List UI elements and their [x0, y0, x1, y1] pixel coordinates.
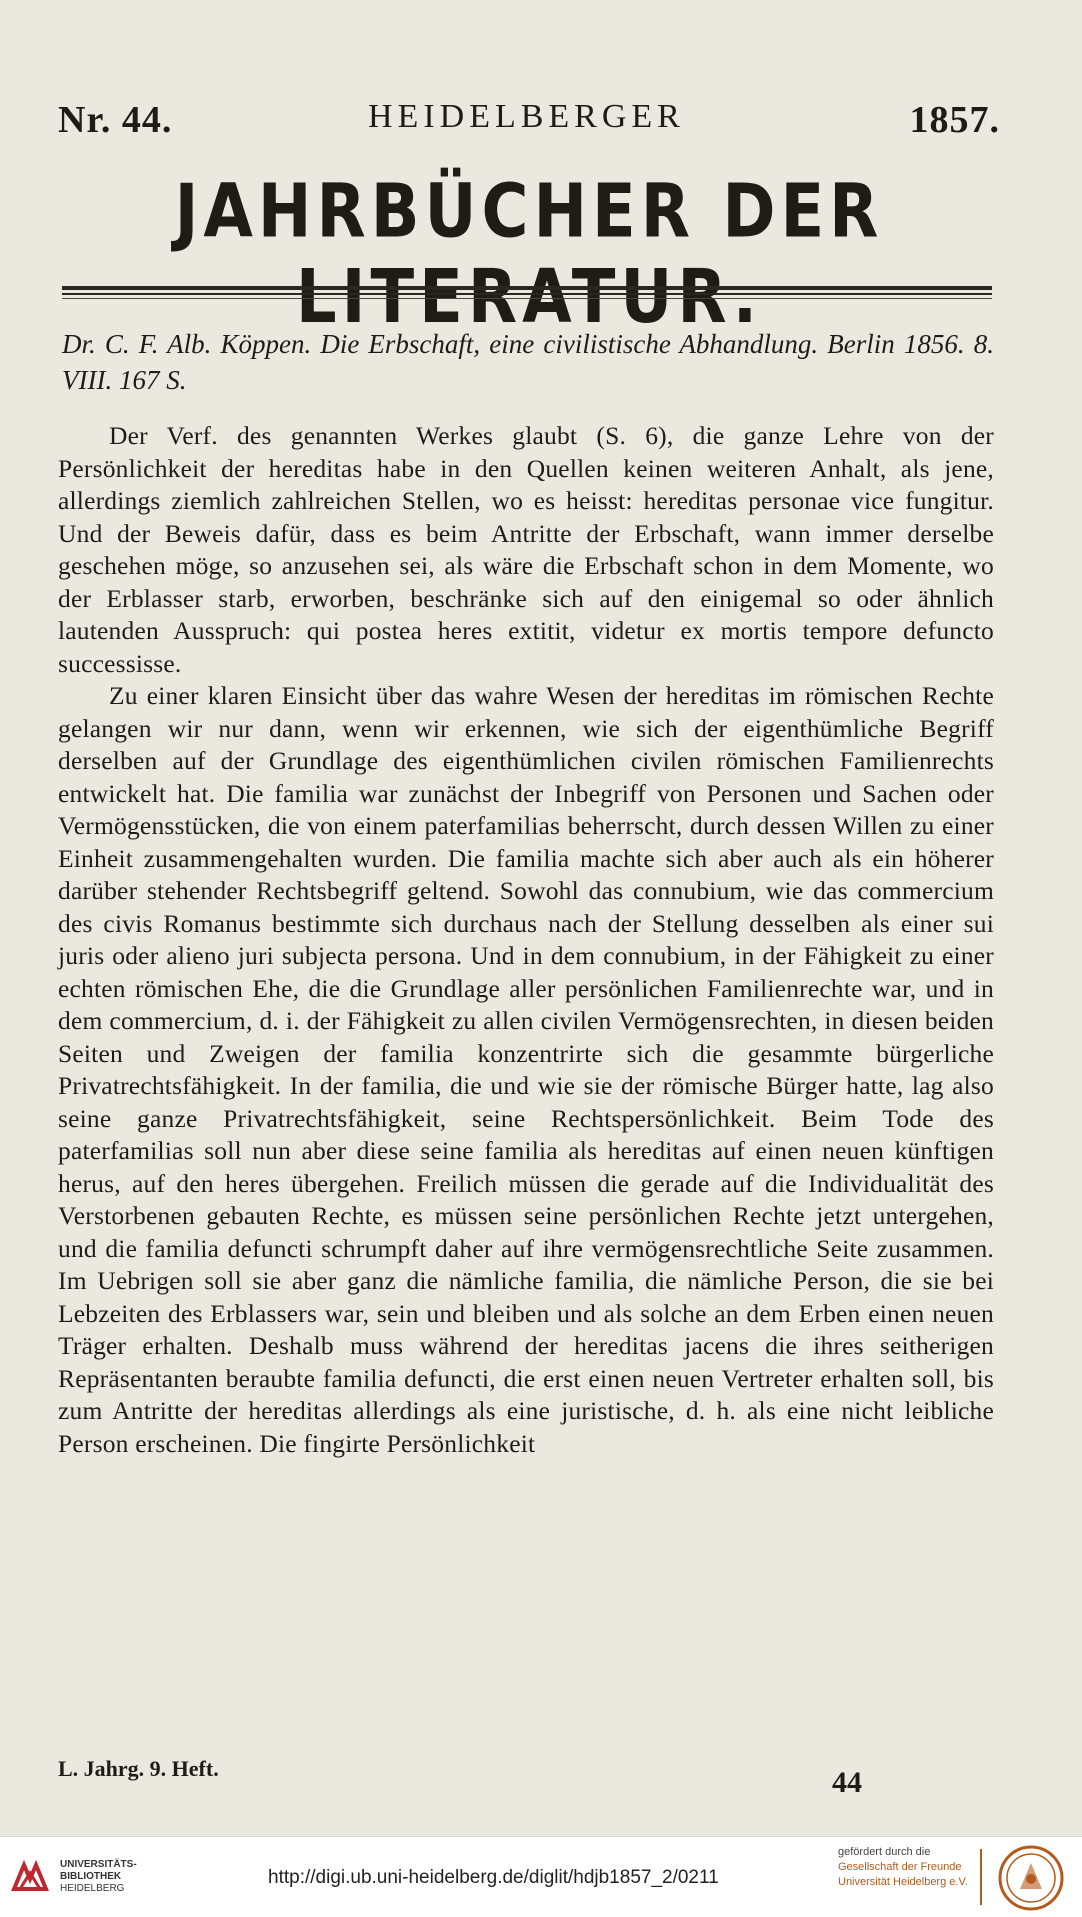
header-rule [62, 293, 992, 295]
library-name [60, 1859, 137, 1895]
paragraph: Zu einer klaren Einsicht über das wahre Wesen der hereditas im römischen Rechte gelangen wir nur dann, wenn wir erkennen, wie sich der eigenthümliche Begriff derselben auf der Grundlage des eigenthümlichen civilen römischen Familienrechts entwickelt hat. Die familia war zunächst der Inbegriff von Personen und Sachen oder Vermögensstücken, die von einem paterfamilias beherrscht, durch dessen Willen zu einer Einheit zusammengehalten wurden. Die familia machte sich aber auch als ein höherer darüber stehender Rechtsbegriff geltend. Sowohl das connubium, wie das commercium des civis Romanus bestimmte sich durchaus nach der Stellung desselben als einer sui juris oder alieno juri subjecta persona. Und in dem connubium, in der Fähigkeit zu einer echten römischen Ehe, die die Grundlage aller persönlichen Familienrechte war, und in dem commercium, d. i. der Fähigkeit zu allen civilen Vermögensrechten, in diesen beiden Seiten und Zweigen der familia konzentrirte sich die gesammte bürgerliche Privatrechtsfähigkeit. In der familia, die und wie sie der römische Bürger hatte, lag also seine ganze Privatrechtsfähigkeit, seine Rechtspersönlichkeit. Beim Tode des paterfamilias soll nun aber diese seine familia als hereditas auf einen neuen künftigen herus, auf den heres übergehen. Freilich müssen die gerade auf die Individualität des Verstorbenen gebauten Rechte, es müssen seine persönlichen Rechte jetzt untergehen, und die familia defuncti schrumpft daher auf ihre vermögensrechtliche Seite zusammen. Im Uebrigen soll sie aber ganz die nämliche familia, die nämliche Person, die sie bei Lebzeiten des Erblassers war, sein und bleiben und als solche an dem Erben einen neuen Träger erhalten. Deshalb muss während der hereditas jacens die ihres seitherigen Repräsentanten beraubte familia defuncti, die erst einen neuen Vertreter erhalten soll, bis zum Antritte der hereditas allerdings als eine juristische, d. h. als eine nicht leibliche Person erscheinen. Die fingirte Persönlichkeit [58, 681, 994, 1458]
footer-divider [980, 1849, 982, 1905]
library-name-line: HEIDELBERG [60, 1883, 125, 1894]
paragraph: Der Verf. des genannten Werkes glaubt (S. 6), die ganze Lehre von der Persönlichkeit der hereditas habe in den Quellen keinen weiteren Anhalt, als jene, allerdings ziemlich zahlreichen Stellen, wo es heisst: hereditas personae vice fungitur. Und der Beweis dafür, dass es beim Antritte der Erbschaft, wann immer derselbe geschehen möge, so anzusehen sei, als wäre die Erbschaft schon in dem Momente, wo der Erblasser starb, erworben, beschränke sich auf den einigemal so oder ähnlich lautenden Ausspruch: qui postea heres extitit, videtur ex mortis tempore defuncto successisse. [58, 421, 994, 678]
university-library-logo-icon[interactable] [10, 1859, 50, 1899]
issue-number: Nr. 44. [58, 99, 173, 141]
header-rule [62, 286, 992, 290]
header-rule [62, 298, 992, 299]
article-body [58, 420, 994, 1460]
university-seal-icon[interactable] [998, 1845, 1064, 1911]
masthead-title: JAHRBÜCHER DER [174, 170, 884, 256]
journal-name-top: HEIDELBERGER [368, 98, 685, 135]
digitization-footer [0, 1836, 1082, 1917]
library-name-line: UNIVERSITÄTS- [60, 1859, 137, 1870]
permalink-url[interactable]: http://digi.ub.uni-heidelberg.de/diglit/hdjb1857_2/0211 [268, 1867, 719, 1888]
library-name-line: BIBLIOTHEK [60, 1871, 122, 1882]
funder-name: Universität Heidelberg e.V. [838, 1876, 968, 1888]
funded-by-label: gefördert durch die [838, 1846, 931, 1858]
signature-mark: L. Jahrg. 9. Heft. [58, 1756, 219, 1781]
sheet-number: 44 [832, 1766, 862, 1799]
publication-year: 1857. [909, 99, 1000, 141]
journal-header [58, 98, 1000, 144]
funder-name: Gesellschaft der Freunde [838, 1861, 962, 1873]
review-citation: Dr. C. F. Alb. Köppen. Die Erbschaft, eine civilistische Abhandlung. Berlin 1856. 8. VIII. 167 S. [62, 329, 994, 395]
funding-note [838, 1845, 968, 1890]
